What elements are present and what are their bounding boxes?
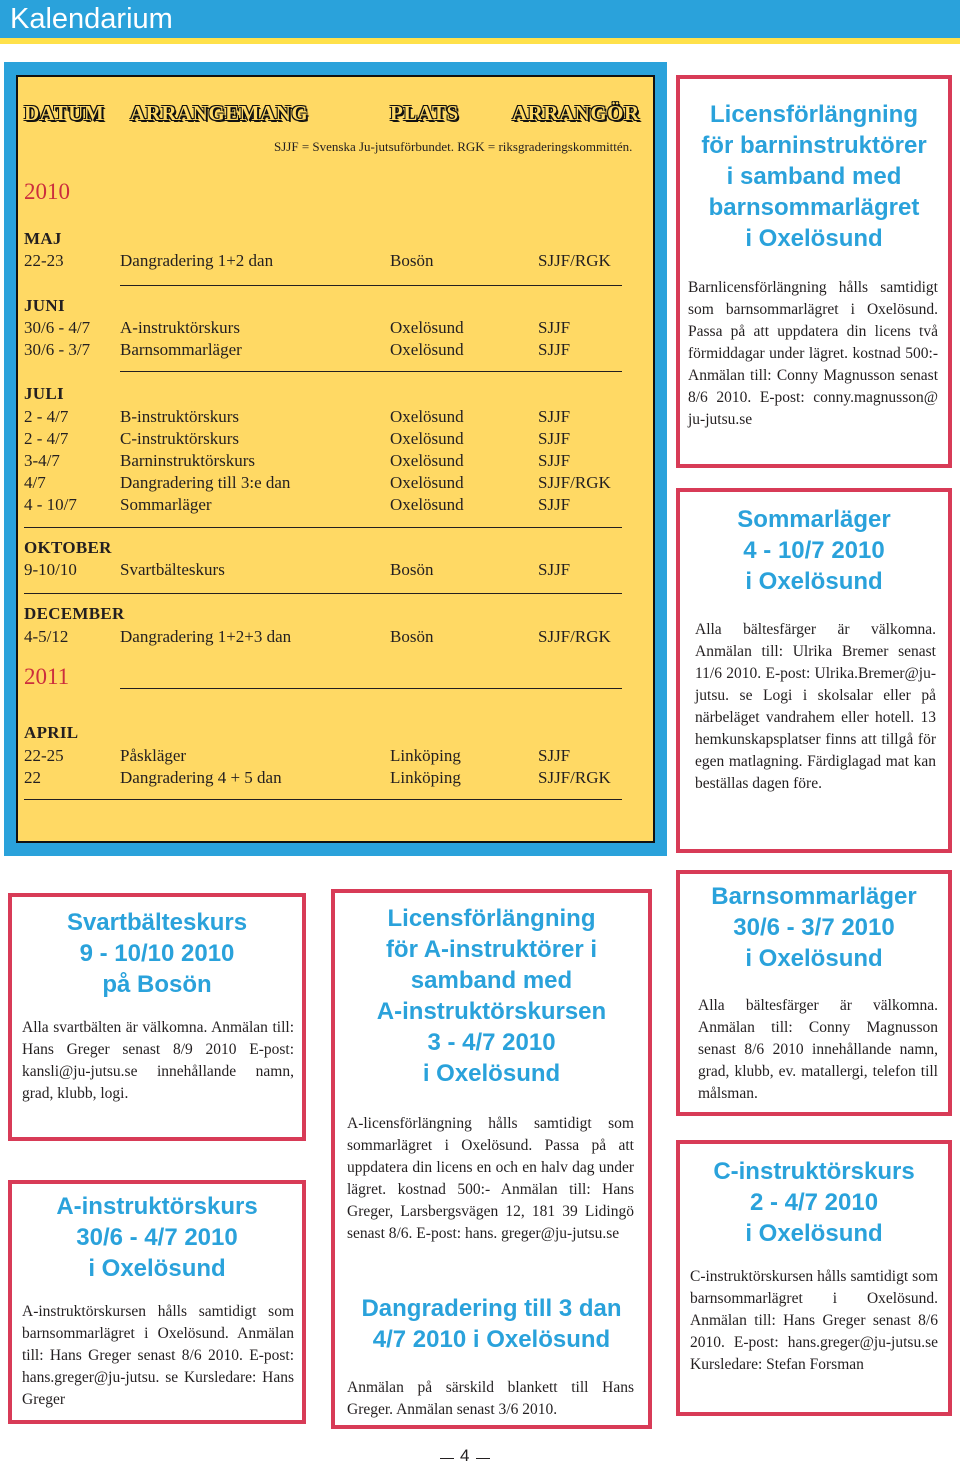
year-heading: 2011 (24, 664, 70, 689)
calendar-column-headers (24, 101, 644, 129)
page-title: Kalendarium (10, 3, 173, 35)
box-text: Alla bältesfärger är välkomna. Anmälan till: Conny Magnusson senast 8/6 2010 innehållande namn, grad, klubb, ev. matallergi, telefon till målsman. (698, 997, 938, 1102)
box-subtitle: Dangradering till 3 dan 4/7 2010 i Oxelösund (361, 1295, 622, 1353)
divider (24, 799, 622, 800)
info-box-barninstruktor-licens (676, 75, 952, 468)
divider (24, 527, 622, 528)
box-title: Licensförlängning för A-instruktörer i samband med A-instruktörskursen 3 - 4/7 2010 i Oxelösund (376, 905, 607, 1087)
box-text: Anmälan på särskild blankett till Hans Greger. Anmälan senast 3/6 2010. (347, 1379, 634, 1418)
box-text: Alla bältesfärger är välkomna. Anmälan till: Ulrika Bremer senast 11/6 2010. E-post: Ulrika.Bremer@ju-jutsu. se Logi i skolsalar eller på närbeläget vandrahem eller hotell. 13 hemkunskapsplatser finns att tillgå för egen matlagning. Färdiglagad mat kan beställas dagen före. (695, 621, 936, 792)
box-text: C-instruktörskursen hålls samtidigt som barnsommarlägret i Oxelösund. Anmälan till: Hans Greger senast 8/6 2010. E-post: hans.greger@ju-jutsu.se Kursledare: Stefan Forsman (690, 1268, 938, 1373)
divider (120, 285, 622, 286)
header-stripe (0, 38, 960, 44)
col-arrangor: ARRANGÖR (512, 101, 640, 125)
month-heading: OKTOBER (24, 538, 112, 557)
box-text: Barnlicensförlängning hålls samtidigt som barnsommarlägret i Oxelösund. Passa på att uppdatera din licens två förmiddagar under lägret. kostnad 500:- Anmälan till: Conny Magnusson senast 8/6 2010. E-post: conny.magnusson@ ju-jutsu.se (688, 279, 938, 428)
page-number: 4 (460, 1446, 470, 1465)
month-heading: DECEMBER (24, 604, 125, 623)
col-datum: DATUM (24, 101, 105, 125)
box-text: A-instruktörskursen hålls samtidigt som barnsommarlägret i Oxelösund. Anmälan till: Hans Greger senast 8/6 2010. E-post: hans.greger@ju-jutsu. se Kursledare: Hans Greger (22, 1303, 294, 1408)
divider (24, 593, 622, 594)
page-number-dash-left (440, 1458, 454, 1459)
box-text: Alla svartbälten är välkomna. Anmälan till: Hans Greger senast 8/9 2010 E-post: kansli@ju-jutsu.se innehållande namn, grad, klubb, logi. (22, 1019, 294, 1102)
calendar-legend: SJJF = Svenska Ju-jutsuförbundet. RGK = riksgraderingskommittén. (274, 139, 633, 154)
calendar-panel (4, 62, 667, 856)
box-title: Svartbälteskurs 9 - 10/10 2010 på Bosön (66, 909, 248, 998)
year-heading: 2010 (24, 179, 70, 204)
info-box-svartbalteskurs (8, 893, 306, 1141)
box-text: A-licensförlängning hålls samtidigt som sommarlägret i Oxelösund. Passa på att uppdatera din licens en och en halv dag under lägret. kostnad 500:- Anmälan till: Hans Greger, Larsbergsvägen 12, 181 39 Lidingö senast 8/6. E-post: hans. greger@ju-jutsu.se (347, 1115, 634, 1242)
divider (120, 371, 622, 372)
info-box-a-instruktorskurs (8, 1180, 306, 1424)
month-heading: JULI (24, 384, 64, 403)
box-title: A-instruktörskurs 30/6 - 4/7 2010 i Oxelösund (56, 1193, 258, 1282)
box-title: C-instruktörskurs 2 - 4/7 2010 i Oxelösund (713, 1158, 915, 1247)
calendar-table: DATUM ARRANGEMANG PLATS ARRANGÖR SJJF = Svenska Ju-jutsuförbundet. RGK = riksgraderingskommittén. 2010 MAJ 22-23 Dangradering 1+2 dan Bosön SJJF/RGK JUNI 30/6 - 4/7 A-instruktörskurs Oxelösund SJJF 30/6 - 3/7 Barnsommarläger Oxelösund SJJF JULI 2 - 4/7 B-instruktörskurs Oxelösund SJJF 2 - 4/7 C-instruktörskurs Oxelösund SJJF 3-4/7 Barninstruktörskurs Oxelösund SJJF 4/7 Dangradering till 3:e dan Oxelösund SJJF/RGK 4 - 10/7 Sommarläger Oxelösund SJJF OKTOBER 9-10/10 Svartbälteskurs Bosön SJJF DECEMBER 4-5/12 Dangradering 1+2+3 dan Bosön SJJF/RGK 2011 APRIL 22-25 Påskläger Linköping SJJF 22 Dangradering 4 + 5 dan Linköping SJJF/RGK (16, 75, 655, 843)
month-heading: APRIL (24, 723, 79, 742)
month-heading: JUNI (24, 296, 65, 315)
box-title: Sommarläger 4 - 10/7 2010 i Oxelösund (737, 506, 891, 595)
info-box-a-instruktor-licens (331, 889, 652, 1429)
box-title: Licensförlängning för barninstruktörer i samband med barnsommarlägret i Oxelösund (701, 101, 927, 252)
box-title: Barnsommarläger 30/6 - 3/7 2010 i Oxelösund (711, 883, 917, 972)
info-box-barnsommarlager (676, 870, 952, 1116)
info-box-sommarlager (676, 488, 952, 853)
info-box-c-instruktorskurs (676, 1140, 952, 1416)
month-heading: MAJ (24, 229, 62, 248)
col-arrangemang: ARRANGEMANG (130, 101, 309, 125)
divider (120, 688, 622, 689)
page-number-dash-right (476, 1458, 490, 1459)
col-plats: PLATS (390, 101, 459, 125)
